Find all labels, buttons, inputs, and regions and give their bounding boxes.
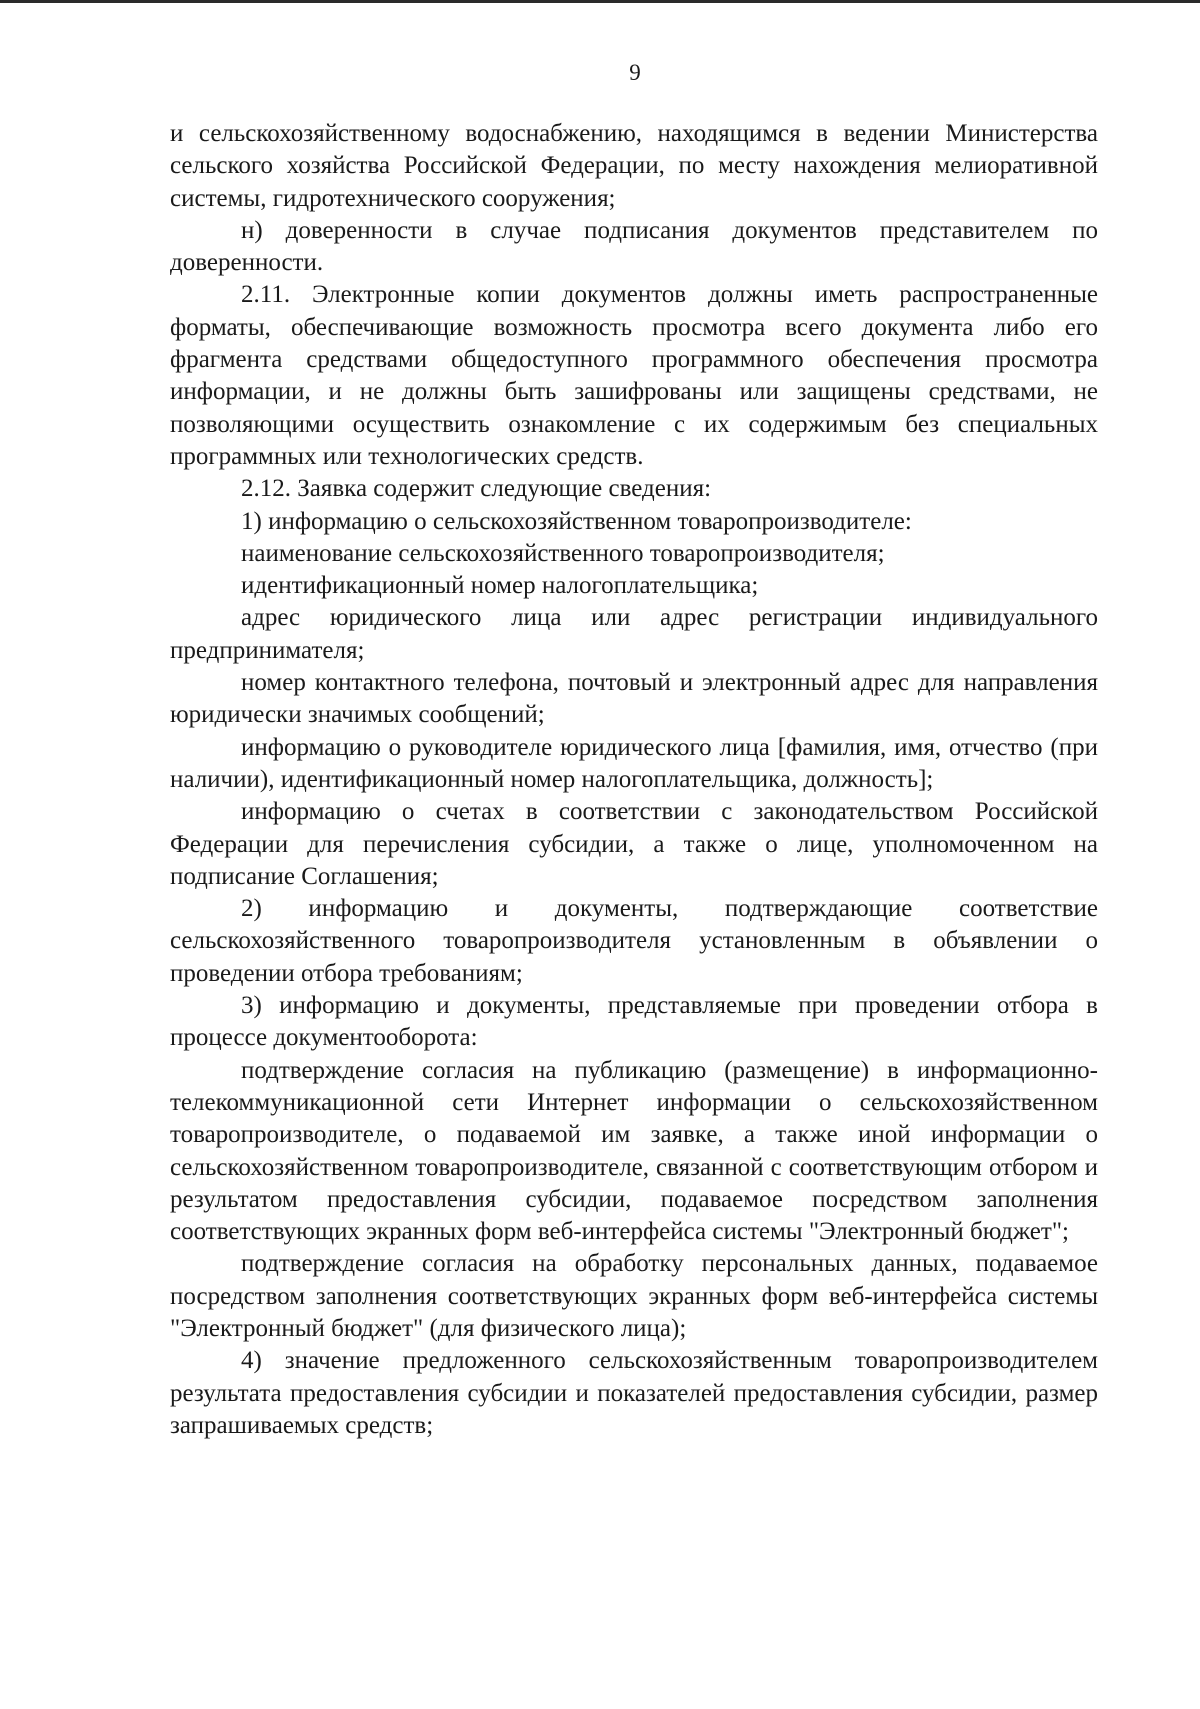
paragraph-name: наименование сельскохозяйственного товаропроизводителя; bbox=[241, 539, 885, 567]
paragraph-accounts: информацию о счетах в соответствии с законодательством Российской Федерации для перечисления субсидии, а также о лице, уполномоченном на подписание Соглашения; bbox=[170, 798, 1098, 890]
paragraph-address: адрес юридического лица или адрес регистрации индивидуального предпринимателя; bbox=[170, 604, 1098, 664]
document-body bbox=[170, 118, 1098, 1442]
paragraph-personal-data-consent: подтверждение согласия на обработку персональных данных, подаваемое посредством заполнения соответствующих экранных форм веб-интерфейса системы "Электронный бюджет" (для физического лица); bbox=[170, 1250, 1098, 1342]
paragraph-2-11: 2.11. Электронные копии документов должны иметь распространенные форматы, обеспечивающие возможность просмотра всего документа либо его фрагмента средствами общедоступного программного обеспечения просмотра информации, и не должны быть зашифрованы или защищены средствами, не позволяющими осуществить ознакомление с их содержимым без специальных программных или технологических средств. bbox=[170, 281, 1098, 470]
paragraph-publication-consent: подтверждение согласия на публикацию (размещение) в информационно-телекоммуникационной сети Интернет информации о сельскохозяйственном товаропроизводителе, о подаваемой им заявке, а также иной информации о сельскохозяйственном товаропроизводителе, связанной с соответствующим отбором и результатом предоставления субсидии, подаваемое посредством заполнения соответствующих экранных форм веб-интерфейса системы "Электронный бюджет"; bbox=[170, 1056, 1098, 1246]
page-number: 9 bbox=[629, 60, 641, 85]
paragraph-item-4: 4) значение предложенного сельскохозяйственным товаропроизводителем результата предоставления субсидии и показателей предоставления субсидии, размер запрашиваемых средств; bbox=[170, 1347, 1098, 1439]
paragraph-director: информацию о руководителе юридического лица [фамилия, имя, отчество (при наличии), идентификационный номер налогоплательщика, должность]; bbox=[170, 733, 1098, 793]
paragraph-item-2: 2) информацию и документы, подтверждающие соответствие сельскохозяйственного товаропроизводителя установленным в объявлении о проведении отбора требованиям; bbox=[170, 895, 1098, 987]
paragraph-item-3: 3) информацию и документы, представляемые при проведении отбора в процессе документооборота: bbox=[170, 992, 1098, 1052]
paragraph-item-1: 1) информацию о сельскохозяйственном товаропроизводителе: bbox=[241, 507, 912, 535]
paragraph-inn: идентификационный номер налогоплательщика; bbox=[241, 572, 759, 600]
page-top-border bbox=[0, 0, 1200, 3]
paragraph-2-12: 2.12. Заявка содержит следующие сведения: bbox=[241, 475, 712, 503]
paragraph-contacts: номер контактного телефона, почтовый и электронный адрес для направления юридически значимых сообщений; bbox=[170, 669, 1098, 729]
paragraph-continuation: и сельскохозяйственному водоснабжению, находящимся в ведении Министерства сельского хозяйства Российской Федерации, по месту нахождения мелиоративной системы, гидротехнического сооружения; bbox=[170, 120, 1098, 212]
paragraph-item-n: н) доверенности в случае подписания документов представителем по доверенности. bbox=[170, 216, 1098, 277]
